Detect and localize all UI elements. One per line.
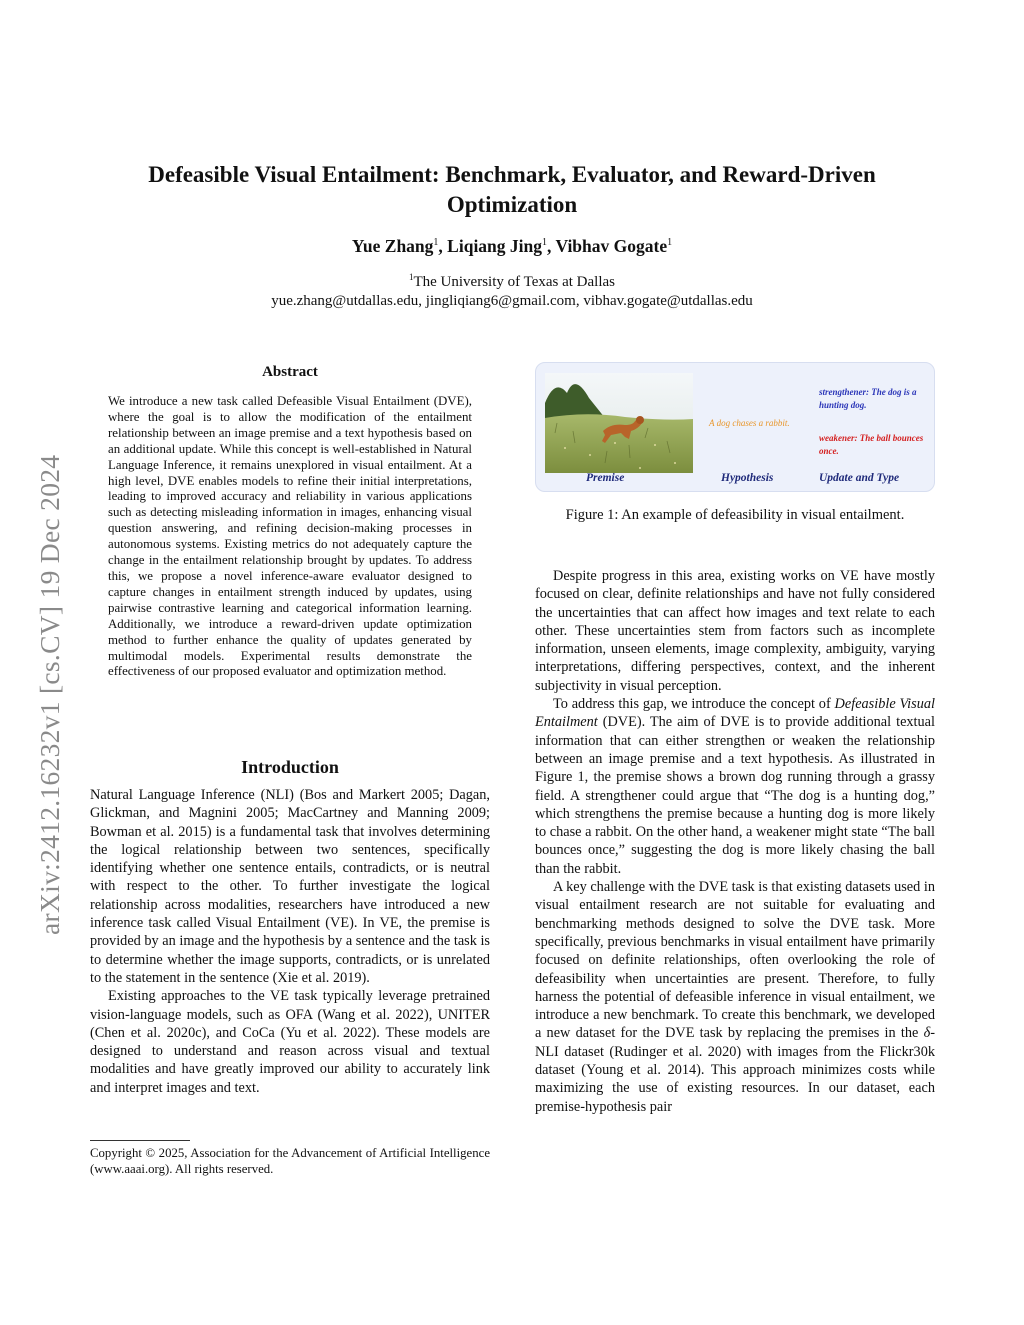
paper-title: Defeasible Visual Entailment: Benchmark, Evaluator, and Reward-Driven Optimization: [148, 162, 876, 217]
body-paragraph: To address this gap, we introduce the concept of Defeasible Visual Entailment (DVE). The aim of DVE is to provide additional textual information that can either strengthen or weaken the relationship between an image premise and a text hypothesis. As illustrated in Figure 1, the premise shows a brown dog running through a grassy field. A strengthener could argue that “The dog is a hunting dog,” which strengthens the premise because a hunting dog is more likely to chase a rabbit. On the other hand, a weakener might state “The ball bounces once,” suggesting the dog is more likely chasing the ball than the rabbit.: [535, 696, 935, 877]
figure-strengthener-text: strengthener: The dog is a hunting dog.: [819, 387, 917, 410]
figure-label-hypothesis: Hypothesis: [721, 472, 774, 484]
introduction-body: [90, 786, 490, 1097]
figure-caption: Figure 1: An example of defeasibility in visual entailment.: [565, 507, 905, 523]
footnote-rule: [90, 1140, 190, 1141]
author-affil-mark: 1: [433, 237, 439, 249]
intro-paragraph: Natural Language Inference (NLI) (Bos and Markert 2005; Dagan, Glickman, and Magnini 2005; MacCartney and Manning 2009; Bowman et al. 2015) is a fundamental task that involves determining the logical relationship between two sentences, specifically identifying whether one sentence entails, contradicts, or is neutral with respect to the other. To further investigate the logical relationship across modalities, researchers have introduced a new inference task called Visual Entailment (VE). In VE, the premise is provided by an image and the hypothesis by a sentence and the task is to determine whether the image supports, contradicts, or is unrelated to the statement in the sentence (Xie et al. 2019).: [90, 787, 490, 986]
abstract-heading: Abstract: [262, 364, 318, 380]
abstract-text: We introduce a new task called Defeasible Visual Entailment (DVE), where the goal is to allow the modification of the entailment relationship between an image premise and a text hypothesis based on an additional update. While this concept is well-established in Natural Language Inference, it remains unexplored in visual entailment. At a high level, DVE enables models to refine their initial interpretations, leading to improved accuracy and reliability in various applications such as detecting misleading information in images, enhancing visual question answering, and refining decision-making processes in autonomous systems. Existing metrics do not adequately capture the change in the entailment relationship brought by updates. To address this, we propose a novel inference-aware evaluator designed to capture changes in entailment strength induced by updates, using pairwise contrastive learning and categorical information learning. Additionally, we introduce a reward-driven update optimization method to further enhance the quality of updates generated by multimodal models. Experimental results demonstrate the effectiveness of our proposed evaluator and optimization method.: [108, 394, 472, 679]
author-name: Vibhav Gogate: [555, 236, 668, 256]
author-emails: yue.zhang@utdallas.edu, jingliqiang6@gmail.com, vibhav.gogate@utdallas.edu: [271, 293, 753, 309]
author-name: Liqiang Jing: [447, 236, 543, 256]
author-affil-mark: 1: [667, 237, 673, 249]
figure-label-premise: Premise: [586, 472, 625, 484]
author-list: Yue Zhang$^1$, Liqiang Jing$^1$, Vibhav Gogate$^1$: [351, 236, 673, 256]
right-column-body: [535, 567, 935, 1116]
copyright-footnote: Copyright © 2025, Association for the Advancement of Artificial Intelligence (www.aaai.org). All rights reserved.: [90, 1146, 490, 1177]
delta-symbol: δ: [923, 1025, 931, 1042]
arxiv-identifier: arXiv:2412.16232v1 [cs.CV] 19 Dec 2024: [34, 454, 65, 935]
figure-hypothesis-text: A dog chases a rabbit.: [709, 418, 790, 428]
affiliation: The University of Texas at Dallas: [413, 274, 616, 290]
figure-weakener-text: weakener: The ball bounces once.: [819, 433, 924, 456]
author-affil-mark: 1: [542, 237, 548, 249]
premise-image: [545, 373, 693, 473]
author-name: Yue Zhang: [351, 236, 434, 256]
affiliation-block: [90, 268, 934, 311]
intro-paragraph: Existing approaches to the VE task typically leverage pretrained vision-language models, such as OFA (Wang et al. 2022), UNITER (Chen et al. 2020c), and CoCa (Yu et al. 2022). These models are designed to understand and reason across visual and textual modalities and have greatly improved our ability to accurately link and interpret images and text.: [90, 988, 490, 1096]
figure-label-update: Update and Type: [819, 472, 900, 484]
introduction-heading: Introduction: [241, 757, 339, 777]
body-paragraph: A key challenge with the DVE task is that existing datasets used in visual entailment research are not suitable for evaluating and benchmarking methods designed to solve the DVE task. More specifically, previous benchmarks in visual entailment have primarily focused on definite relationships, often overlooking the role of defeasibility when uncertainties are present. Therefore, to fully harness the potential of defeasible inference in visual entailment, we introduce a new benchmark. To create this benchmark, we developed a new dataset for the DVE task by replacing the premises in the δ-NLI dataset (Rudinger et al. 2020) with images from the Flickr30k dataset (Young et al. 2014). This approach minimizes costs while maximizing the use of existing resources. In our dataset, each premise-hypothesis pair: [535, 879, 935, 1115]
dve-term: Defeasible Visual Entailment: [535, 696, 935, 731]
affiliation-mark: 1: [408, 272, 414, 282]
body-paragraph: Despite progress in this area, existing works on VE have mostly focused on clear, definite relationships and have not fully considered the uncertainties that can affect how images and text relate to each other. These uncertainties stem from factors such as incomplete information, unseen elements, image complexity, ambiguity, varying interpretations, differing perspectives, context, and the inherent subjectivity in visual perception.: [535, 568, 935, 694]
